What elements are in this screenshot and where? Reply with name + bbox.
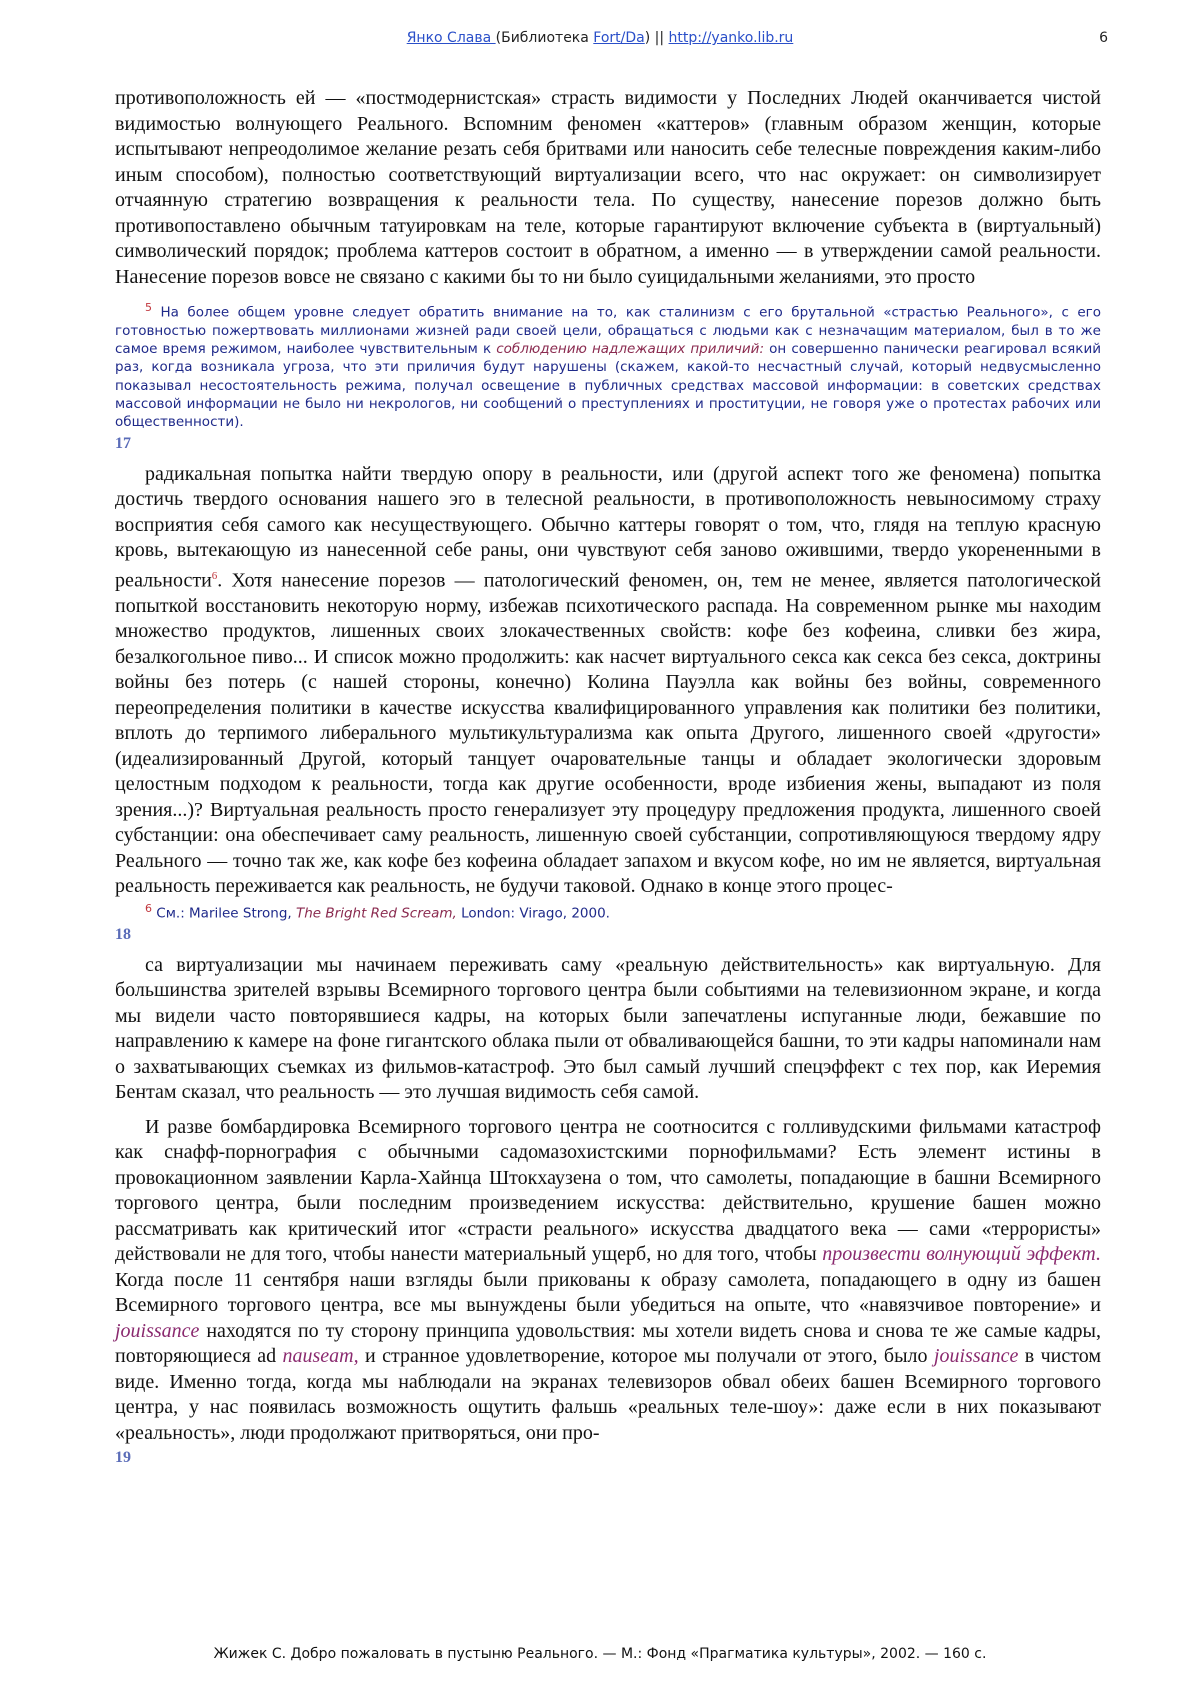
paragraph-4-emphasis-3: nauseam, (282, 1345, 359, 1368)
footnote-6-text-a: См.: Marilee Strong, (152, 905, 296, 922)
footnote-6-number: 6 (145, 901, 152, 915)
page-number: 6 (1099, 30, 1108, 46)
paragraph-1: противоположность ей — «постмодернистская» страсть видимости у Последних Людей оканчивается чистой видимостью волнующего Реального. Вспомним феномен «каттеров» (главным образом женщин, которые испытывают непреодолимое желание резать себя бритвами или наносить себе телесные повреждения каким-либо иным способом), полностью соответствующий виртуализации всего, что нас окружает: он символизирует отчаянную стратегию возвращения к реальности тела. По существу, нанесение порезов должно быть противопоставлено обычным татуировкам на теле, которые гарантируют включение субъекта в (виртуальный) символический порядок; проблема каттеров состоит в обратном, а именно — в утверждении самой реальности. Нанесение порезов вовсе не связано с какими бы то ни было суицидальными желаниями, это просто (115, 87, 1101, 288)
footnote-6 (115, 900, 1101, 923)
footnote-5 (115, 299, 1101, 432)
paragraph-4-emphasis-4: jouissance (933, 1345, 1019, 1368)
footnote-5-number: 5 (145, 301, 152, 314)
paragraph-3: са виртуализации мы начинаем переживать саму «реальную действительность» как виртуальную. Для большинства зрителей взрывы Всемирного торгового центра были событиями на телевизионном экране, и когда мы видели часто повторявшиеся кадры, на которых были запечатлены испуганные люди, бежавшие по направлению к камере на фоне гигантского облака пыли от обваливающейся башни, то эти кадры напоминали нам о захватывающих съемках из фильмов-катастроф. Это был самый лучший спецэффект с тех пор, как Иеремия Бентам сказал, что реальность — это лучшая видимость себя самой. (115, 953, 1101, 1104)
page-footer: Жижек С. Добро пожаловать в пустыню Реального. — М.: Фонд «Прагматика культуры», 2002. — 160 с. (213, 1646, 987, 1662)
page-marker-17: 17 (115, 434, 131, 452)
page-body (115, 86, 1101, 1476)
paragraph-2-text-b: . Хотя нанесение порезов — патологический феномен, он, тем не менее, является патологической попыткой восстановить некоторую норму, избежав психотического распада. На современном рынке мы находим множество продуктов, лишенных своих злокачественных свойств: кофе без кофеина, сливки без жира, безалкогольное пиво... И список можно продолжить: как насчет виртуального секса как секса без секса, доктрины войны без потерь (с нашей стороны, конечно) Колина Пауэлла как войны без войны, современного переопределения политики в качестве искусства квалифицированного управления как политики без политики, вплоть до терпимого либерального мультикультурализма как опыта Другого, лишенного своей «другости» (идеализированный Другой, который танцует очаровательные танцы и обладает экологически здоровым целостным подходом к реальности, тогда как другие особенности, вроде избиения жены, выпадают из поля зрения...)? Виртуальная реальность просто генерализует эту процедуру предложения продукта, лишенного своей субстанции: она обеспечивает саму реальность, лишенную своей субстанции, сопротивляющуюся твердому ядру Реального — точно так же, как кофе без кофеина обладает запахом и вкусом кофе, но им не является, виртуальная реальность переживается как реальность, не будучи таковой. Однако в конце этого процес- (115, 569, 1101, 898)
library-suffix: ) || (644, 30, 669, 46)
paragraph-4-text-d: и странное удовлетворение, которое мы получали от этого, было (358, 1345, 934, 1368)
library-link[interactable]: Fort/Da (593, 30, 645, 46)
footnote-5-text-a: На более общем уровне следует обратить внимание на то, как сталинизм с его брутальной «страстью Реального», с его готовностью пожертвовать миллионами жизней ради своей цели, обращаться с людьми как с незначащим материалом, был в то же самое время режимом, наиболее чувствительным к (115, 304, 1101, 358)
page-marker-18: 18 (115, 925, 131, 943)
paragraph-4-text-a: И разве бомбардировка Всемирного торгового центра не соотносится с голливудскими фильмами катастроф как снафф-порнография с обычными садомазохистскими порнофильмами? Есть элемент истины в провокационном заявлении Карла-Хайнца Штокхаузена о том, что самолеты, попадающие в башни Всемирного торгового центра, были последним произведением искусства: действительно, крушение башен можно рассматривать как критический итог «страсти реального» искусства двадцатого века — сами «террористы» действовали не для того, чтобы нанести материальный ущерб, но для того, чтобы (115, 1115, 1101, 1266)
footnote-6-italic: The Bright Red Scream, (296, 905, 457, 922)
paragraph-4 (115, 1115, 1101, 1447)
page-marker-19: 19 (115, 1449, 131, 1467)
paragraph-4-text-b: Когда после 11 сентября наши взгляды были прикованы к образу самолета, попадающего в одну из башен Всемирного торгового центра, все мы вынуждены были убедиться на опыте, что «навязчивое повторение» и (115, 1268, 1101, 1317)
paragraph-4-emphasis-2: jouissance (115, 1319, 200, 1342)
footnote-5-italic: соблюдению надлежащих приличий: (496, 341, 764, 358)
footnote-6-text-b: London: Virago, 2000. (456, 905, 610, 922)
page-header (0, 30, 1200, 46)
footnote-5-text-b: он совершенно панически реагировал всякий раз, когда возникала угроза, что эти приличия будут нарушены (скажем, какой-то несчастный случай, который недвусмысленно показывал несостоятельность режима, получал освещение в публичных средствах массовой информации: в советских средствах массовой информации не было ни некрологов, ни сообщений о преступлениях и проституции, не говоря уже о протестах рабочих или общественности). (115, 341, 1101, 431)
site-link[interactable]: http://yanko.lib.ru (668, 30, 794, 46)
paragraph-4-emphasis-1: произвести волнующий эффект. (822, 1243, 1101, 1266)
footnote-ref-6[interactable]: 6 (211, 569, 218, 582)
paragraph-4-text-e: в чистом виде. Именно тогда, когда мы наблюдали на экранах телевизоров обвал обеих башен Всемирного торгового центра, у нас появилась возможность ощутить фальшь «реальных теле-шоу»: даже если в них показывают «реальность», люди продолжают притворяться, они про- (115, 1345, 1101, 1444)
author-link[interactable]: Янко Слава (406, 30, 496, 46)
library-prefix: (Библиотека (495, 30, 594, 46)
paragraph-2-text-a: радикальная попытка найти твердую опору в реальности, или (другой аспект того же феномена) попытка достичь твердого основания нашего эго в телесной реальности, в противоположность невыносимому страху восприятия себя самого как несуществующего. Обычно каттеры говорят о том, что, глядя на теплую красную кровь, вытекающую из нанесенной себе раны, они чувствуют себя заново ожившими, твердо укорененными в реальности (115, 462, 1101, 592)
paragraph-2 (115, 462, 1101, 900)
paragraph-4-text-c: находятся по ту сторону принципа удовольствия: мы хотели видеть снова и снова те же самые кадры, повторяющиеся ad (115, 1319, 1101, 1368)
